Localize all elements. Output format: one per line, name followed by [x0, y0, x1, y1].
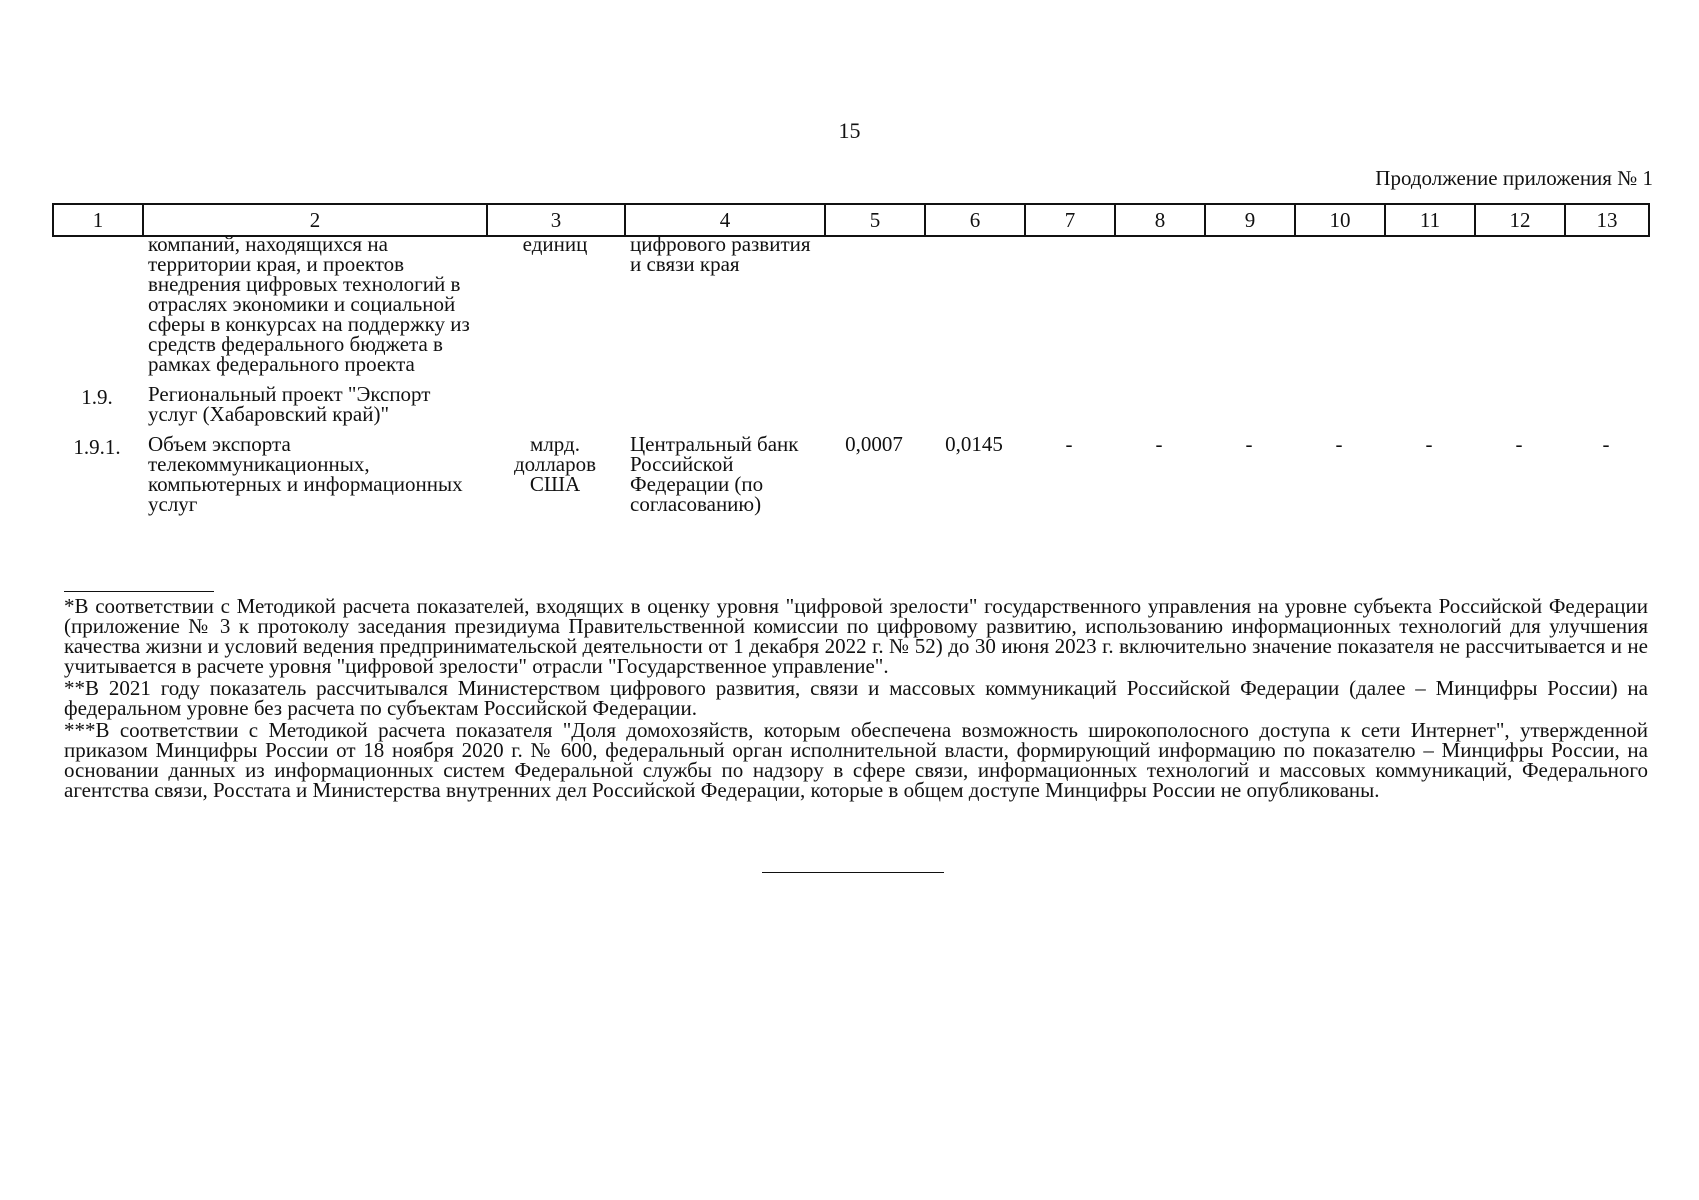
footnote-2: **В 2021 году показатель рассчитывался Министерством цифрового развития, связи и массовых коммуникаций Российской Федерации (далее – Минцифры России) на федеральном уровне без расчета по субъектам Российской Федерации.	[64, 676, 1648, 720]
column-number-9: 9	[1205, 204, 1295, 236]
column-number-11: 11	[1385, 204, 1475, 236]
footnotes	[64, 596, 1648, 802]
value-cell	[824, 384, 924, 434]
value-cell: 0,0007	[845, 432, 903, 456]
value-cell: 0,0145	[945, 432, 1003, 456]
value-cell	[1294, 384, 1384, 434]
row-number	[52, 234, 142, 384]
value-cell	[1384, 384, 1474, 434]
table-row	[52, 384, 1648, 434]
unit-of-measure: млрд. долларов США	[513, 432, 597, 496]
column-number-2: 2	[143, 204, 487, 236]
column-number-8: 8	[1115, 204, 1205, 236]
column-number-7: 7	[1025, 204, 1115, 236]
value-cell	[924, 234, 1024, 384]
page-number: 15	[838, 118, 861, 143]
value-cell	[1114, 384, 1204, 434]
indicator-name: Региональный проект "Экспорт услуг (Хабаровский край)"	[148, 382, 431, 426]
column-number-12: 12	[1475, 204, 1565, 236]
value-cell: -	[1155, 432, 1163, 456]
value-cell	[1474, 384, 1564, 434]
value-cell	[1474, 234, 1564, 384]
responsible-body: цифрового развития и связи края	[630, 232, 811, 276]
value-cell: -	[1515, 432, 1523, 456]
value-cell	[1204, 384, 1294, 434]
table-row	[52, 234, 1648, 384]
responsible-body: Центральный банк Российской Федерации (по согласованию)	[630, 432, 799, 516]
value-cell	[824, 234, 924, 384]
unit-of-measure	[486, 384, 624, 434]
value-cell	[1564, 234, 1648, 384]
value-cell	[1294, 234, 1384, 384]
indicator-name: Объем экспорта телекоммуникационных, компьютерных и информационных услуг	[148, 432, 463, 516]
column-number-6: 6	[925, 204, 1025, 236]
row-number: 1.9.	[81, 385, 113, 409]
value-cell	[924, 384, 1024, 434]
continuation-label: Продолжение приложения № 1	[1375, 166, 1653, 190]
value-cell: -	[1602, 432, 1610, 456]
value-cell	[1024, 234, 1114, 384]
end-of-document-line	[762, 872, 944, 873]
value-cell: -	[1425, 432, 1433, 456]
unit-of-measure: единиц	[522, 232, 588, 256]
column-number-5: 5	[825, 204, 925, 236]
row-number: 1.9.1.	[73, 435, 121, 459]
value-cell: -	[1335, 432, 1343, 456]
value-cell: -	[1245, 432, 1253, 456]
indicator-name: компаний, находящихся на территории края, и проектов внедрения цифровых технологий в отраслях экономики и социальной сферы в конкурсах на поддержку из средств федерального бюджета в рамках федерального проекта	[148, 232, 470, 376]
column-number-4: 4	[625, 204, 825, 236]
column-number-3: 3	[487, 204, 625, 236]
value-cell	[1024, 384, 1114, 434]
value-cell	[1564, 384, 1648, 434]
indicator-table	[52, 234, 1648, 514]
column-number-1: 1	[53, 204, 143, 236]
table-row	[52, 434, 1648, 514]
value-cell	[1384, 234, 1474, 384]
column-number-10: 10	[1295, 204, 1385, 236]
footnote-3: ***В соответствии с Методикой расчета показателя "Доля домохозяйств, которым обеспечена возможность широкополосного доступа к сети Интернет", утвержденной приказом Минцифры России от 18 ноября 2020 г. № 600, федеральный орган исполнительной власти, формирующий информацию по показателю – Минцифры России, на основании данных из информационных систем Федеральной службы по надзору в сфере связи, информационных технологий и массовых коммуникаций, Федерального агентства связи, Росстата и Министерства внутренних дел Российской Федерации, которые в общем доступе Минцифры России не опубликованы.	[64, 718, 1648, 802]
responsible-body	[624, 384, 824, 434]
column-number-13: 13	[1565, 204, 1649, 236]
value-cell	[1114, 234, 1204, 384]
footnote-1: *В соответствии с Методикой расчета показателей, входящих в оценку уровня "цифровой зрелости" государственного управления на уровне субъекта Российской Федерации (приложение № 3 к протоколу заседания президиума Правительственной комиссии по цифровому развитию, использованию информационных технологий для улучшения качества жизни и условий ведения предпринимательской деятельности от 1 декабря 2022 г. № 52) до 30 июня 2023 г. включительно значение показателя не рассчитывается и не учитывается в расчете уровня "цифровой зрелости" отрасли "Государственное управление".	[64, 594, 1648, 678]
footnote-separator	[64, 591, 214, 592]
value-cell	[1204, 234, 1294, 384]
value-cell: -	[1065, 432, 1073, 456]
